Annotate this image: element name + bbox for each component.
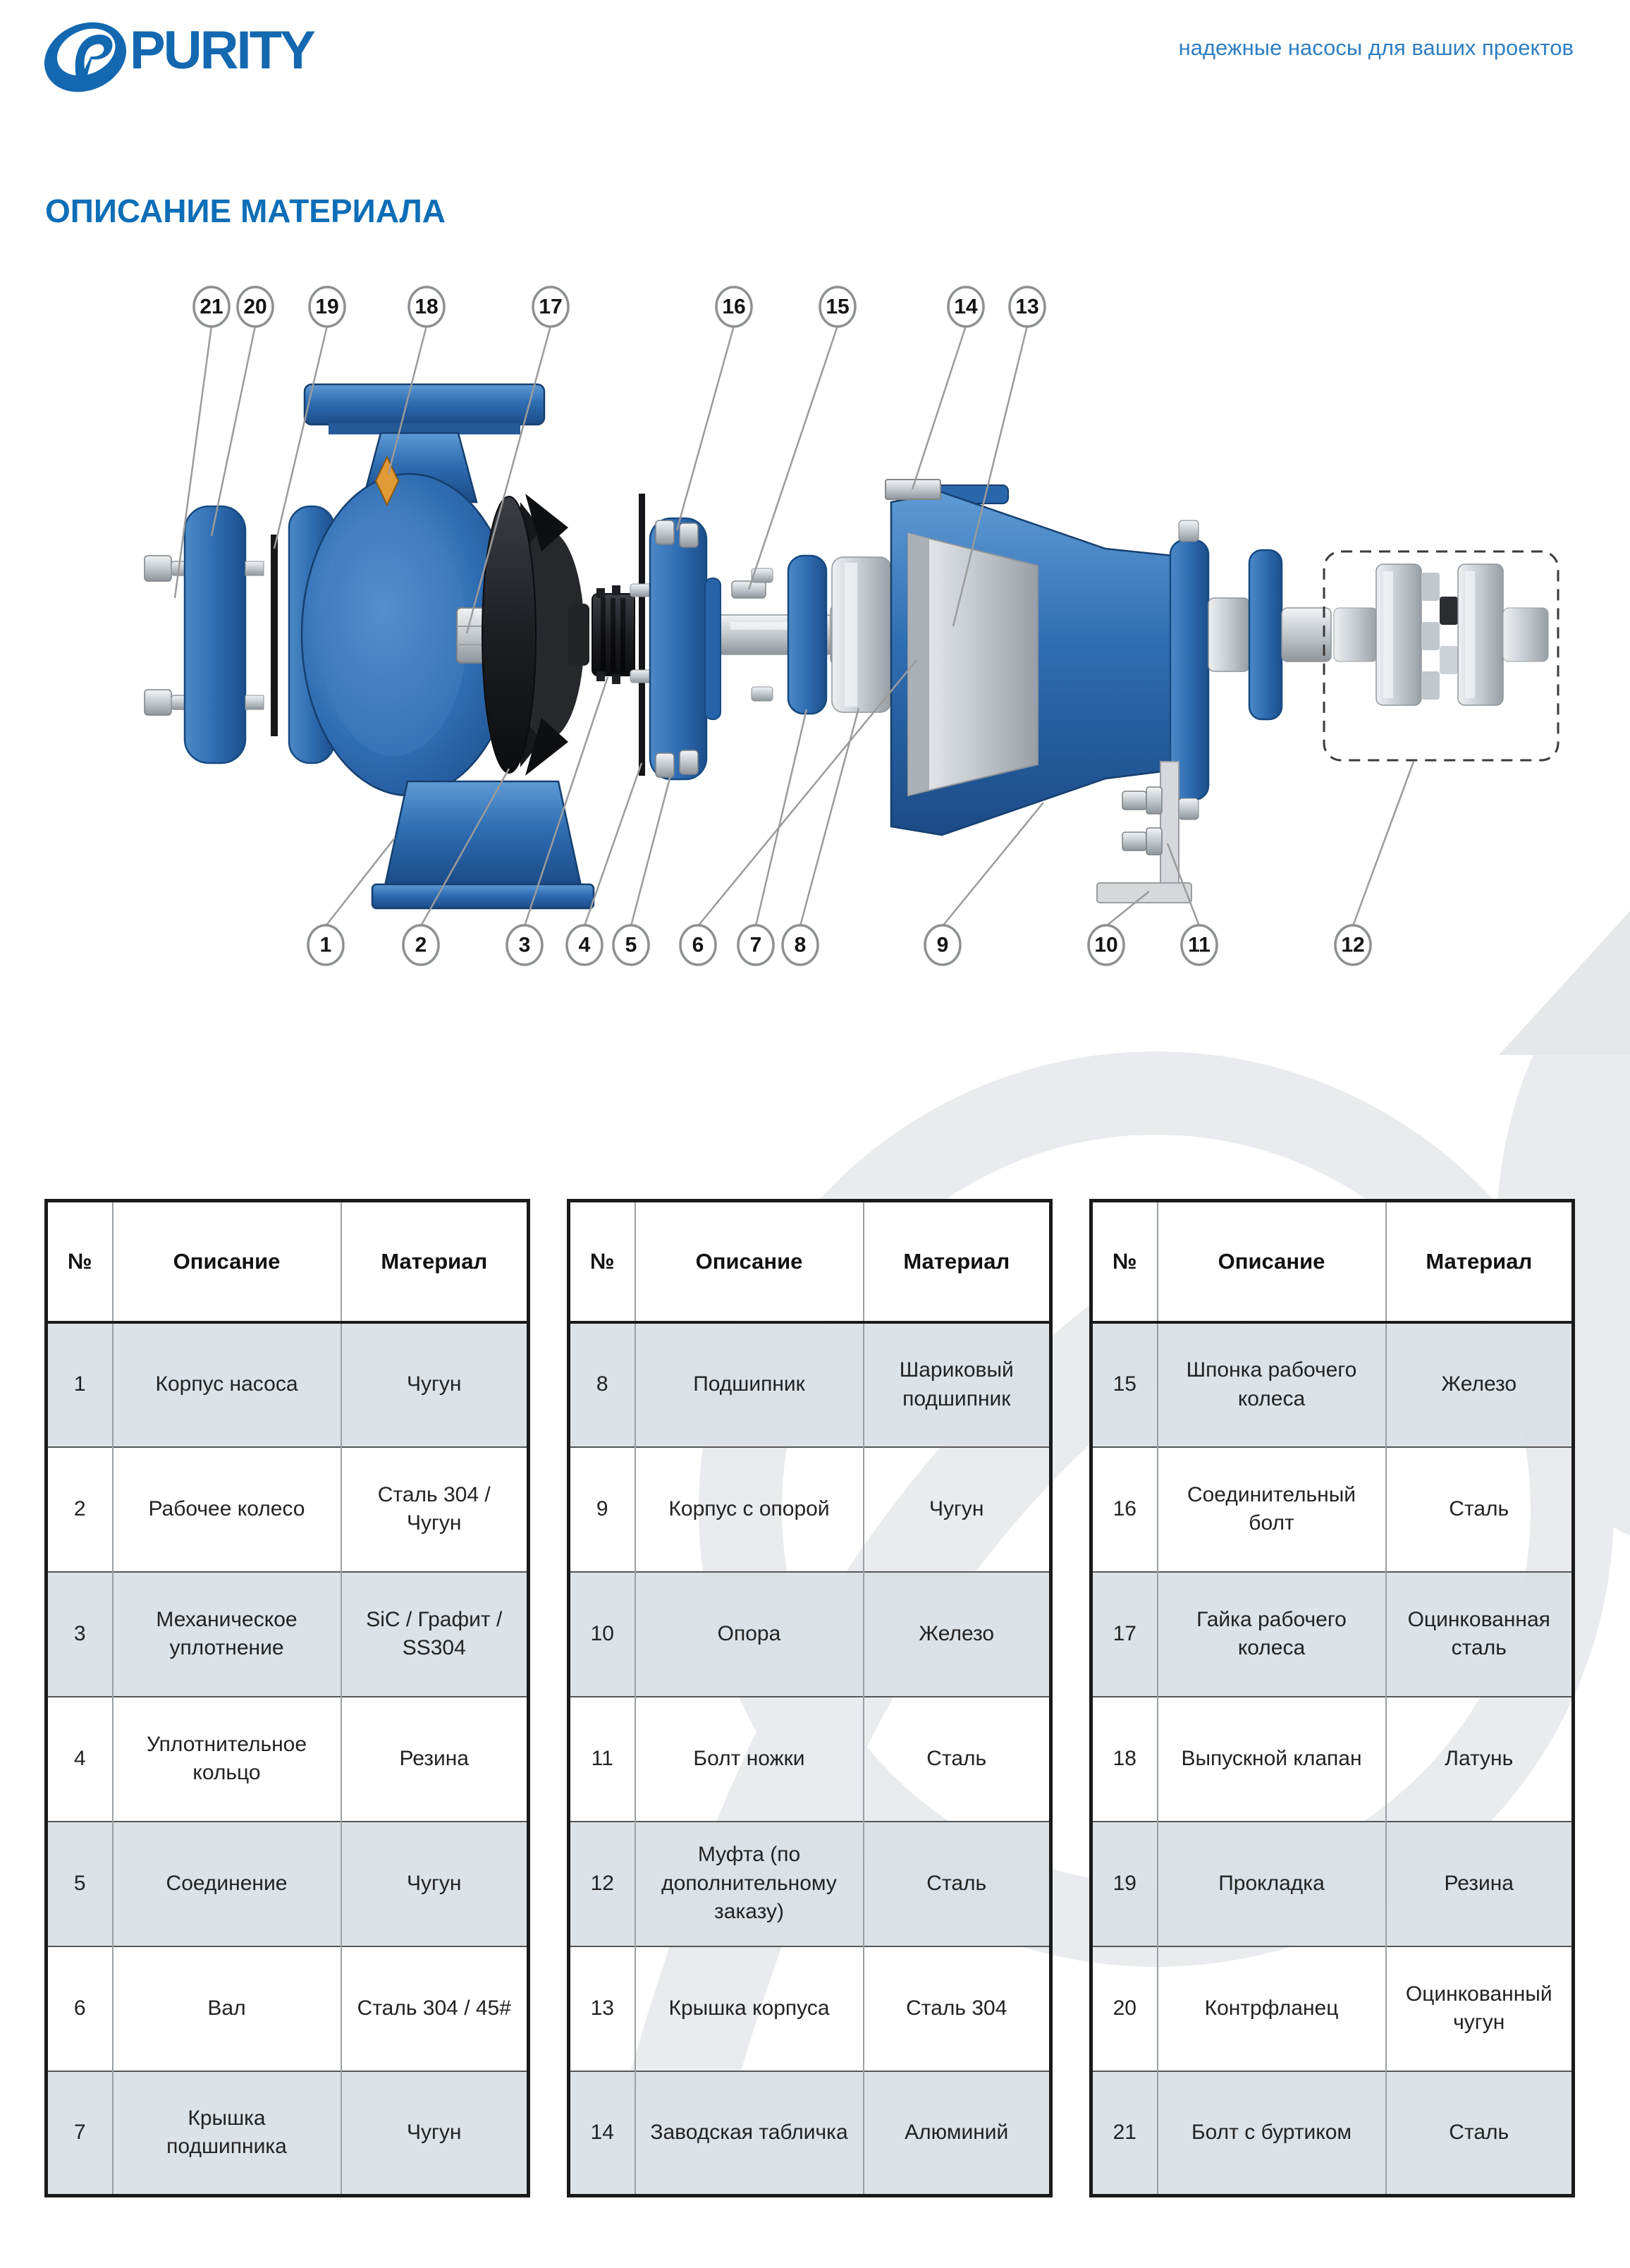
table-cell-desc: Рабочее колесо bbox=[113, 1447, 341, 1572]
table-cell-mat: Сталь 304 / Чугун bbox=[341, 1447, 529, 1572]
table-cell-desc: Корпус насоса bbox=[113, 1322, 341, 1447]
callout-11 bbox=[1168, 843, 1217, 965]
material-table-2 bbox=[567, 1199, 1053, 2197]
svg-text:9: 9 bbox=[936, 933, 949, 957]
table-cell-desc: Болт ножки bbox=[635, 1697, 864, 1822]
table-cell-num: 16 bbox=[1091, 1447, 1158, 1572]
table-row bbox=[47, 1447, 529, 1572]
column-header: Материал bbox=[864, 1201, 1051, 1322]
svg-text:6: 6 bbox=[692, 933, 704, 957]
table-cell-num: 6 bbox=[47, 1946, 113, 2071]
table-cell-desc: Крышка подшипника bbox=[113, 2071, 341, 2196]
table-cell-num: 10 bbox=[569, 1572, 635, 1697]
table-cell-num: 18 bbox=[1091, 1697, 1158, 1822]
table-cell-mat: Чугун bbox=[864, 1447, 1051, 1572]
table-cell-mat: Сталь bbox=[864, 1697, 1051, 1822]
table-cell-desc: Болт с буртиком bbox=[1158, 2071, 1386, 2196]
table-cell-num: 3 bbox=[47, 1572, 113, 1697]
table-cell-mat: Резина bbox=[1386, 1822, 1574, 1946]
table-cell-mat: Сталь bbox=[1386, 1447, 1574, 1572]
impeller bbox=[482, 494, 589, 776]
table-cell-desc: Шпонка рабочего колеса bbox=[1158, 1322, 1386, 1447]
table-row bbox=[569, 2071, 1051, 2196]
table-row bbox=[1091, 1946, 1574, 2071]
table-cell-desc: Гайка рабочего колеса bbox=[1158, 1572, 1386, 1697]
table-cell-desc: Вал bbox=[113, 1946, 341, 2071]
table-cell-desc: Выпускной клапан bbox=[1158, 1697, 1386, 1822]
table-cell-mat: Чугун bbox=[341, 1822, 529, 1946]
table-cell-num: 1 bbox=[47, 1322, 113, 1447]
material-table-1 bbox=[44, 1199, 530, 2197]
table-cell-mat: Сталь bbox=[1386, 2071, 1574, 2196]
table-cell-num: 17 bbox=[1091, 1572, 1158, 1697]
table-cell-mat: Резина bbox=[341, 1697, 529, 1822]
svg-text:11: 11 bbox=[1188, 933, 1211, 957]
table-row bbox=[47, 1822, 529, 1946]
svg-text:7: 7 bbox=[749, 933, 762, 957]
table-cell-num: 8 bbox=[569, 1322, 635, 1447]
table-cell-mat: Сталь 304 bbox=[864, 1946, 1051, 2071]
svg-text:16: 16 bbox=[722, 295, 746, 319]
table-cell-num: 15 bbox=[1091, 1322, 1158, 1447]
page-title: ОПИСАНИЕ МАТЕРИАЛА bbox=[45, 193, 446, 229]
pump-exploded-diagram bbox=[0, 275, 1630, 987]
table-cell-num: 7 bbox=[47, 2071, 113, 2196]
table-cell-num: 2 bbox=[47, 1447, 113, 1572]
column-header: Материал bbox=[1386, 1201, 1574, 1322]
brand-wordmark: PURITY bbox=[130, 20, 314, 80]
cover-gasket bbox=[639, 494, 645, 776]
table-cell-desc: Корпус с опорой bbox=[635, 1447, 864, 1572]
callout-14 bbox=[912, 287, 983, 489]
svg-text:20: 20 bbox=[243, 295, 267, 319]
table-row bbox=[569, 1447, 1051, 1572]
table-cell-desc: Контрфланец bbox=[1158, 1946, 1386, 2071]
table-row bbox=[1091, 1322, 1574, 1447]
callout-15 bbox=[749, 287, 855, 590]
svg-text:10: 10 bbox=[1094, 933, 1118, 957]
column-header: Материал bbox=[341, 1201, 529, 1322]
table-cell-desc: Механическое уплотнение bbox=[113, 1572, 341, 1697]
callout-8 bbox=[783, 708, 859, 965]
column-header: Описание bbox=[1158, 1201, 1386, 1322]
table-cell-desc: Опора bbox=[635, 1572, 864, 1697]
table-cell-num: 12 bbox=[569, 1822, 635, 1946]
table-cell-desc: Уплотнительное кольцо bbox=[113, 1697, 341, 1822]
table-cell-num: 9 bbox=[569, 1447, 635, 1572]
table-row bbox=[1091, 2071, 1574, 2196]
table-cell-desc: Соединение bbox=[113, 1822, 341, 1946]
table-cell-desc: Подшипник bbox=[635, 1322, 864, 1447]
table-cell-mat: Сталь 304 / 45# bbox=[341, 1946, 529, 2071]
svg-text:21: 21 bbox=[200, 295, 223, 319]
foot-bolts bbox=[1122, 787, 1162, 855]
ball-bearing bbox=[832, 557, 891, 712]
table-cell-desc: Прокладка bbox=[1158, 1822, 1386, 1946]
table-row bbox=[1091, 1572, 1574, 1697]
table-cell-num: 11 bbox=[569, 1697, 635, 1822]
svg-text:15: 15 bbox=[826, 295, 850, 319]
table-cell-mat: Железо bbox=[1386, 1322, 1574, 1447]
table-row bbox=[47, 1946, 529, 2071]
svg-text:2: 2 bbox=[415, 933, 427, 957]
mechanical-seal bbox=[592, 585, 635, 684]
svg-text:14: 14 bbox=[954, 295, 978, 319]
table-row bbox=[1091, 1822, 1574, 1946]
material-table-3 bbox=[1089, 1199, 1575, 2197]
svg-text:17: 17 bbox=[539, 295, 563, 319]
svg-text:12: 12 bbox=[1341, 933, 1365, 957]
table-row bbox=[47, 1322, 529, 1447]
table-row bbox=[1091, 1697, 1574, 1822]
table-cell-num: 4 bbox=[47, 1697, 113, 1822]
table-cell-mat: Оцинкованная сталь bbox=[1386, 1572, 1574, 1697]
callout-5 bbox=[613, 773, 671, 965]
table-row bbox=[569, 1322, 1051, 1447]
table-cell-mat: Железо bbox=[864, 1572, 1051, 1697]
table-row bbox=[1091, 1447, 1574, 1572]
callout-16 bbox=[677, 287, 752, 530]
table-cell-desc: Крышка корпуса bbox=[635, 1946, 864, 2071]
svg-text:5: 5 bbox=[625, 933, 637, 957]
svg-text:1: 1 bbox=[319, 933, 332, 957]
table-row bbox=[569, 1946, 1051, 2071]
table-row bbox=[47, 1572, 529, 1697]
column-header: № bbox=[569, 1201, 635, 1322]
svg-text:3: 3 bbox=[518, 933, 531, 957]
table-cell-num: 5 bbox=[47, 1822, 113, 1946]
table-cell-mat: SiC / Графит / SS304 bbox=[341, 1572, 529, 1697]
table-cell-mat: Шариковый подшипник bbox=[864, 1322, 1051, 1447]
table-cell-mat: Латунь bbox=[1386, 1697, 1574, 1822]
svg-text:8: 8 bbox=[794, 933, 807, 957]
column-header: Описание bbox=[635, 1201, 864, 1322]
table-row bbox=[47, 2071, 529, 2196]
counter-flange bbox=[185, 506, 264, 763]
table-row bbox=[569, 1572, 1051, 1697]
table-cell-mat: Алюминий bbox=[864, 2071, 1051, 2196]
table-cell-num: 21 bbox=[1091, 2071, 1158, 2196]
svg-text:19: 19 bbox=[315, 295, 339, 319]
table-cell-mat: Чугун bbox=[341, 1322, 529, 1447]
table-cell-num: 20 bbox=[1091, 1946, 1158, 2071]
coupling-assembly bbox=[1324, 551, 1558, 760]
callout-12 bbox=[1335, 762, 1414, 965]
svg-text:13: 13 bbox=[1015, 295, 1039, 319]
table-cell-mat: Чугун bbox=[341, 2071, 529, 2196]
table-cell-num: 13 bbox=[569, 1946, 635, 2071]
table-row bbox=[569, 1697, 1051, 1822]
rear-shaft-assembly bbox=[1208, 550, 1331, 719]
table-cell-desc: Муфта (по дополнительному заказу) bbox=[635, 1822, 864, 1946]
table-cell-desc: Заводская табличка bbox=[635, 2071, 864, 2196]
table-cell-num: 19 bbox=[1091, 1822, 1158, 1946]
column-header: № bbox=[47, 1201, 113, 1322]
flange-gasket bbox=[271, 535, 278, 736]
table-cell-mat: Оцинкованный чугун bbox=[1386, 1946, 1574, 2071]
purity-logo-icon bbox=[41, 16, 130, 99]
svg-text:18: 18 bbox=[415, 295, 439, 319]
table-cell-num: 14 bbox=[569, 2071, 635, 2196]
table-cell-mat: Сталь bbox=[864, 1822, 1051, 1946]
table-row bbox=[569, 1822, 1051, 1946]
header-tagline: надежные насосы для ваших проектов bbox=[1178, 35, 1574, 60]
table-row bbox=[47, 1697, 529, 1822]
table-cell-desc: Соединительный болт bbox=[1158, 1447, 1386, 1572]
column-header: Описание bbox=[113, 1201, 341, 1322]
svg-text:4: 4 bbox=[578, 933, 591, 957]
column-header: № bbox=[1091, 1201, 1158, 1322]
